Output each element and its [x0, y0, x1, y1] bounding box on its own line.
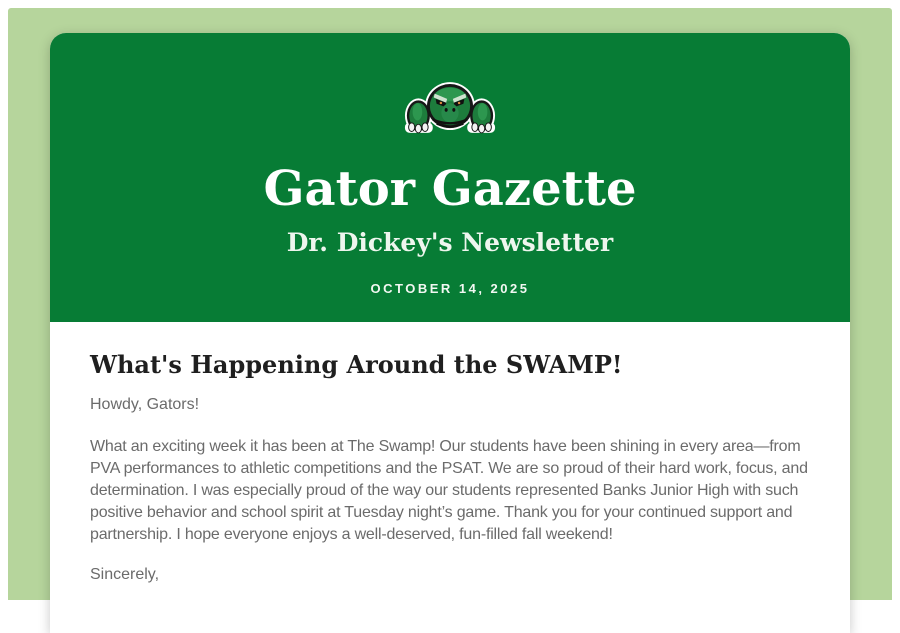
article-heading: What's Happening Around the SWAMP! — [90, 350, 623, 379]
newsletter-card — [50, 33, 850, 633]
article-body-text: What an exciting week it has been at The Swamp! Our students have been shining in every area—from PVA performances to athletic competitions and the PSAT. We are so proud of their hard work, focus, and determination. I was especially proud of the way our students represented Banks Junior High with such positive behavior and school spirit at Tuesday night’s game. Thank you for your continued support and partnership. I hope everyone enjoys a well-deserved, fun-filled fall weekend! — [90, 438, 808, 543]
greeting-text: Howdy, Gators! — [90, 396, 200, 413]
newsletter-masthead — [50, 33, 850, 322]
newsletter-background — [8, 8, 892, 600]
newsletter-subtitle: Dr. Dickey's Newsletter — [286, 228, 614, 257]
issue-date: OCTOBER 14, 2025 — [370, 281, 530, 296]
gator-mascot-icon — [50, 81, 850, 135]
closing-text: Sincerely, — [90, 566, 160, 583]
newsletter-title: Gator Gazette — [263, 161, 637, 217]
article-section — [50, 322, 850, 616]
